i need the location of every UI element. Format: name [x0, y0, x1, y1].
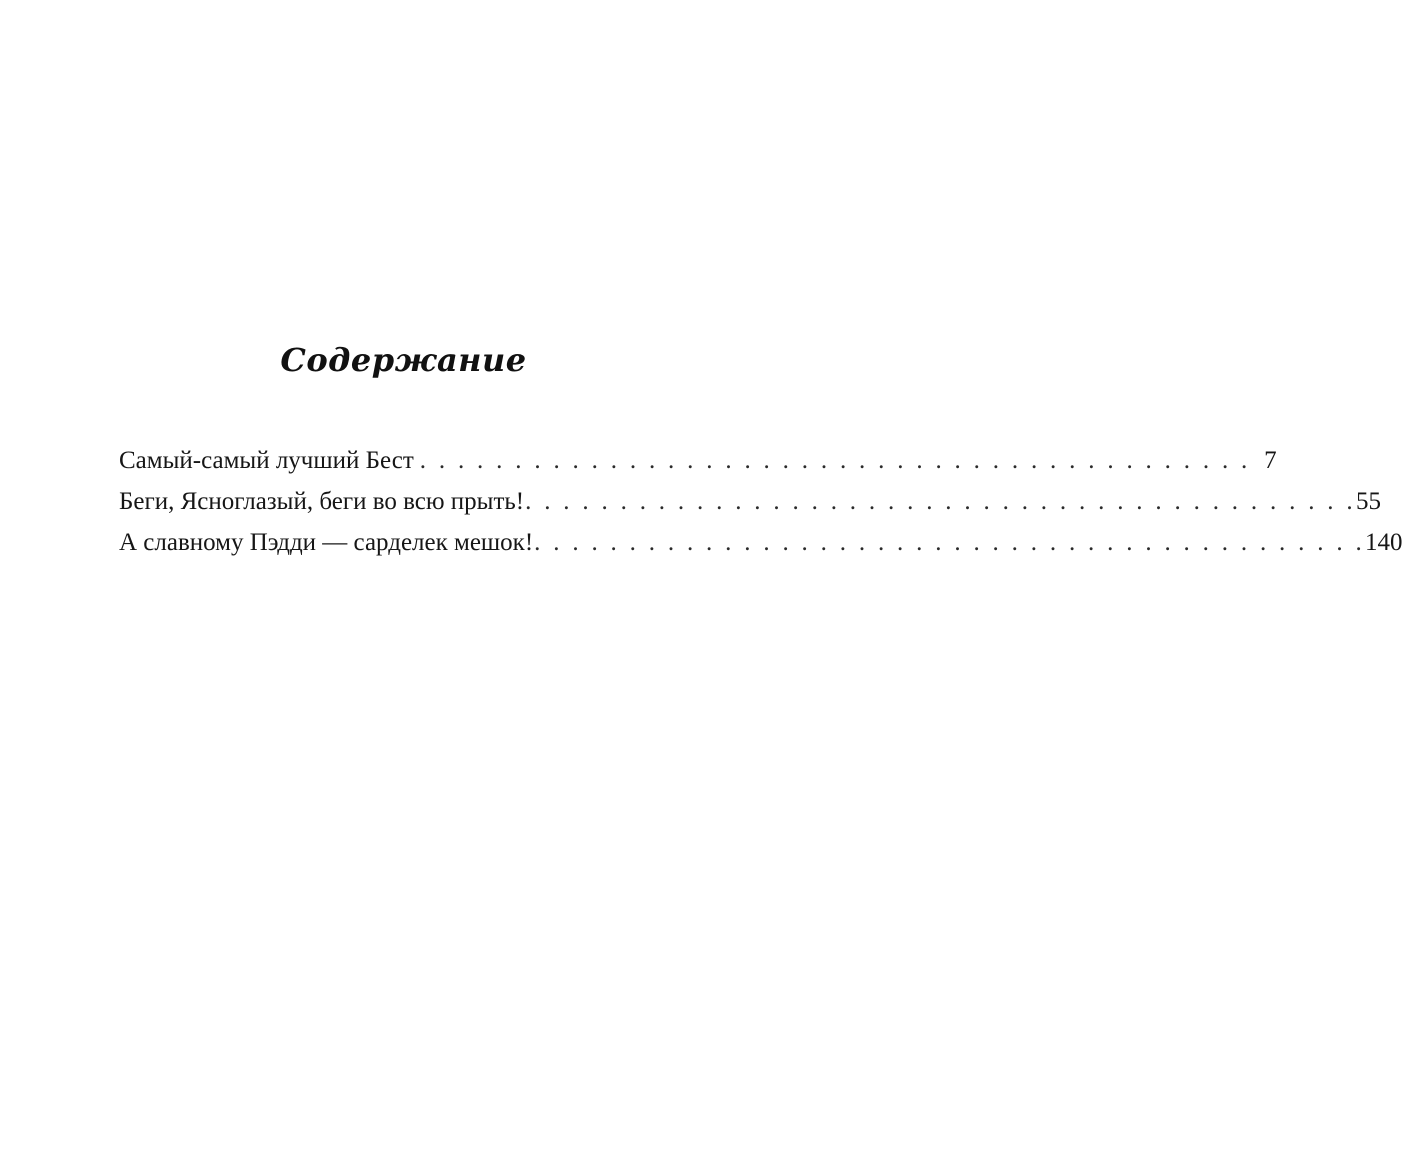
toc-entry: [119, 440, 1277, 481]
toc-page-number: 55: [1355, 488, 1381, 515]
dot-leader: . . . . . . . . . . . . . . . . . . . . . . . . . . . . . . . . . . . . . . . . . . . .: [525, 488, 1356, 515]
dot-leader: . . . . . . . . . . . . . . . . . . . . . . . . . . . . . . . . . . . . . . . . . . . .: [419, 447, 1251, 474]
toc-page-number: 7: [1264, 447, 1277, 474]
toc-entry: [119, 522, 1403, 563]
toc-entry-title: А славному Пэдди — сарделек мешок!: [119, 529, 534, 556]
toc-entry: [119, 481, 1381, 522]
toc-page-number: 140: [1365, 529, 1403, 556]
dot-leader: . . . . . . . . . . . . . . . . . . . . . . . . . . . . . . . . . . . . . . . . . . . .: [534, 529, 1366, 556]
toc-heading: Содержание: [280, 341, 527, 379]
toc-entry-title: Беги, Ясноглазый, беги во всю прыть!: [119, 488, 525, 515]
toc-entry-title: Самый-самый лучший Бест: [119, 447, 414, 474]
toc-list: [119, 440, 1403, 563]
